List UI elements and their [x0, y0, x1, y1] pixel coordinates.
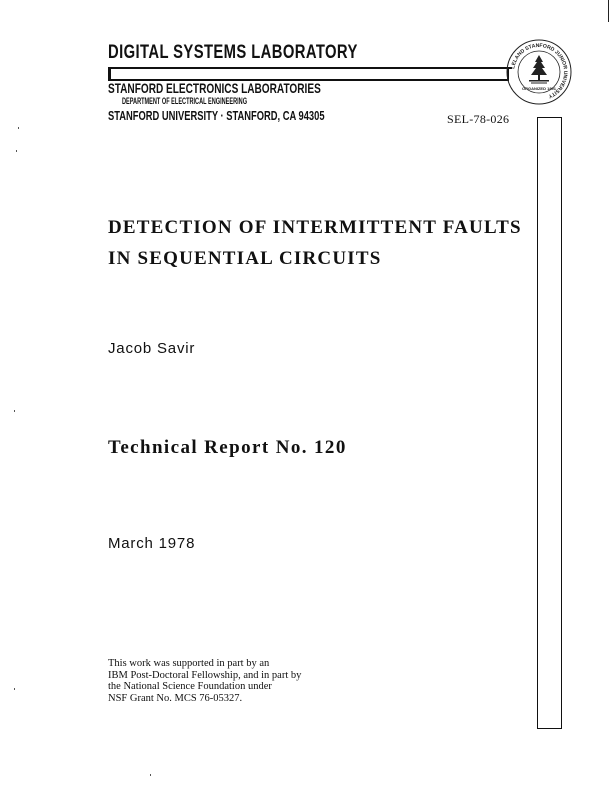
title-line-2: IN SEQUENTIAL CIRCUITS: [108, 248, 382, 269]
author-name: Jacob Savir: [108, 340, 196, 357]
support-line: the National Science Foundation under: [108, 681, 272, 692]
header-rule-box: [108, 67, 509, 81]
report-code: SEL-78-026: [447, 112, 510, 126]
margin-box: [537, 117, 562, 729]
technical-report-number: Technical Report No. 120: [108, 437, 347, 458]
scan-speck: [18, 127, 19, 129]
lab-title: DIGITAL SYSTEMS LABORATORY: [108, 42, 358, 63]
electronics-laboratories-label: STANFORD ELECTRONICS LABORATORIES: [108, 80, 321, 96]
department-label: DEPARTMENT OF ELECTRICAL ENGINEERING: [122, 96, 248, 106]
support-line: This work was supported in part by an: [108, 658, 270, 669]
publication-date: March 1978: [108, 535, 196, 552]
stanford-seal-icon: [505, 38, 573, 106]
title-line-1: DETECTION OF INTERMITTENT FAULTS: [108, 217, 522, 238]
seal-ring-text: LELAND STANFORD JUNIOR UNIVERSITY: [510, 42, 569, 99]
support-line: IBM Post-Doctoral Fellowship, and in part by: [108, 669, 302, 681]
scan-speck: [150, 774, 151, 776]
scan-speck: [16, 150, 17, 152]
document-title: [108, 212, 522, 274]
scan-speck: [14, 410, 15, 412]
support-line: NSF Grant No. MCS 76-05327.: [108, 692, 243, 704]
support-note: [108, 658, 301, 704]
edge-mark: [608, 0, 609, 22]
university-address: STANFORD UNIVERSITY · STANFORD, CA 94305: [108, 108, 325, 123]
seal-center-text: ORGANIZED 1891: [521, 86, 557, 91]
scan-speck: [14, 688, 15, 690]
